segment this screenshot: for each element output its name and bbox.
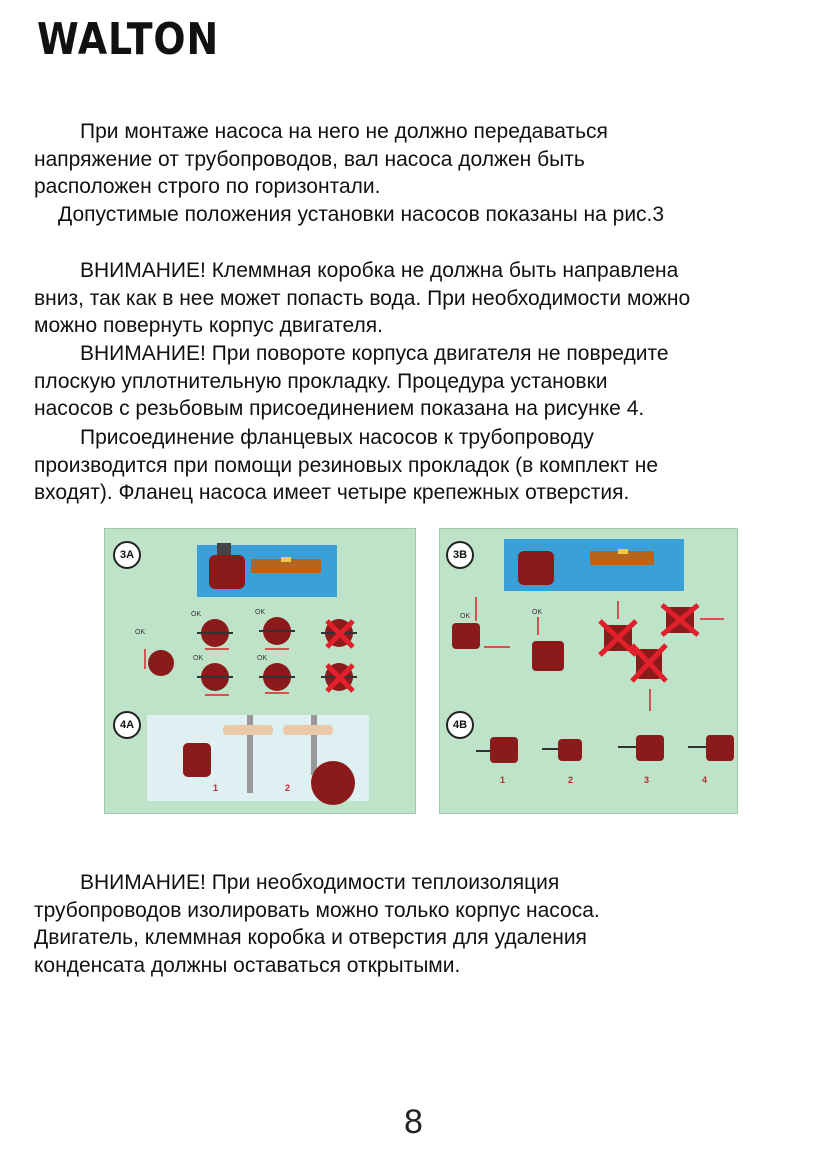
figure-3a-4a [104, 528, 416, 814]
step-number: 4 [702, 775, 708, 785]
ok-mark: OK [257, 655, 268, 662]
figure-label-3b: 3B [446, 541, 474, 569]
figure-label-4b: 4B [446, 711, 474, 739]
step-number: 2 [285, 783, 291, 793]
paragraph-warning-rotation: ВНИМАНИЕ! При повороте корпуса двигателя не повредите плоскую уплотнительную прокладку. Процедура установки насосов с резьбовым присоединением показана на рисунке 4. [34, 342, 669, 421]
paragraph-flange-connection: Присоединение фланцевых насосов к трубопроводу производится при помощи резиновых прокладок (в комплект не входят). Фланец насоса имеет четыре крепежных отверстия. [34, 426, 659, 505]
figure-3b-4b [439, 528, 738, 814]
step-number: 1 [213, 783, 219, 793]
figure-3b-drawing [440, 529, 737, 813]
step-number: 1 [500, 775, 506, 785]
figure-label-4a: 4A [113, 711, 141, 739]
paragraph-warning-terminal-box: ВНИМАНИЕ! Клеммная коробка не должна быть направлена вниз, так как в нее может попасть вода. При необходимости можно можно повернуть корпус двигателя. [34, 259, 691, 338]
page-number: 8 [404, 1103, 423, 1141]
step-number: 3 [644, 775, 650, 785]
paragraph-insulation: ВНИМАНИЕ! При необходимости теплоизоляция трубопроводов изолировать можно только корпус насоса. Двигатель, клеммная коробка и отверстия для удаления конденсата должны оставаться открытыми. [34, 871, 600, 977]
ok-mark: OK [460, 613, 471, 620]
paragraph-mounting: При монтаже насоса на него не должно передаваться напряжение от трубопроводов, вал насоса должен быть расположен строго по горизонтали. Допустимые положения установки насосов показаны на рис.3 [34, 120, 665, 226]
brand-logo: WALTON [37, 14, 219, 65]
figure-label-3a: 3A [113, 541, 141, 569]
step-number: 2 [568, 775, 574, 785]
ok-mark: OK [191, 611, 202, 618]
figure-3a-drawing [105, 529, 415, 813]
ok-mark: OK [255, 609, 266, 616]
ok-mark: OK [532, 609, 543, 616]
ok-mark: OK [193, 655, 204, 662]
ok-mark: OK [135, 629, 146, 636]
